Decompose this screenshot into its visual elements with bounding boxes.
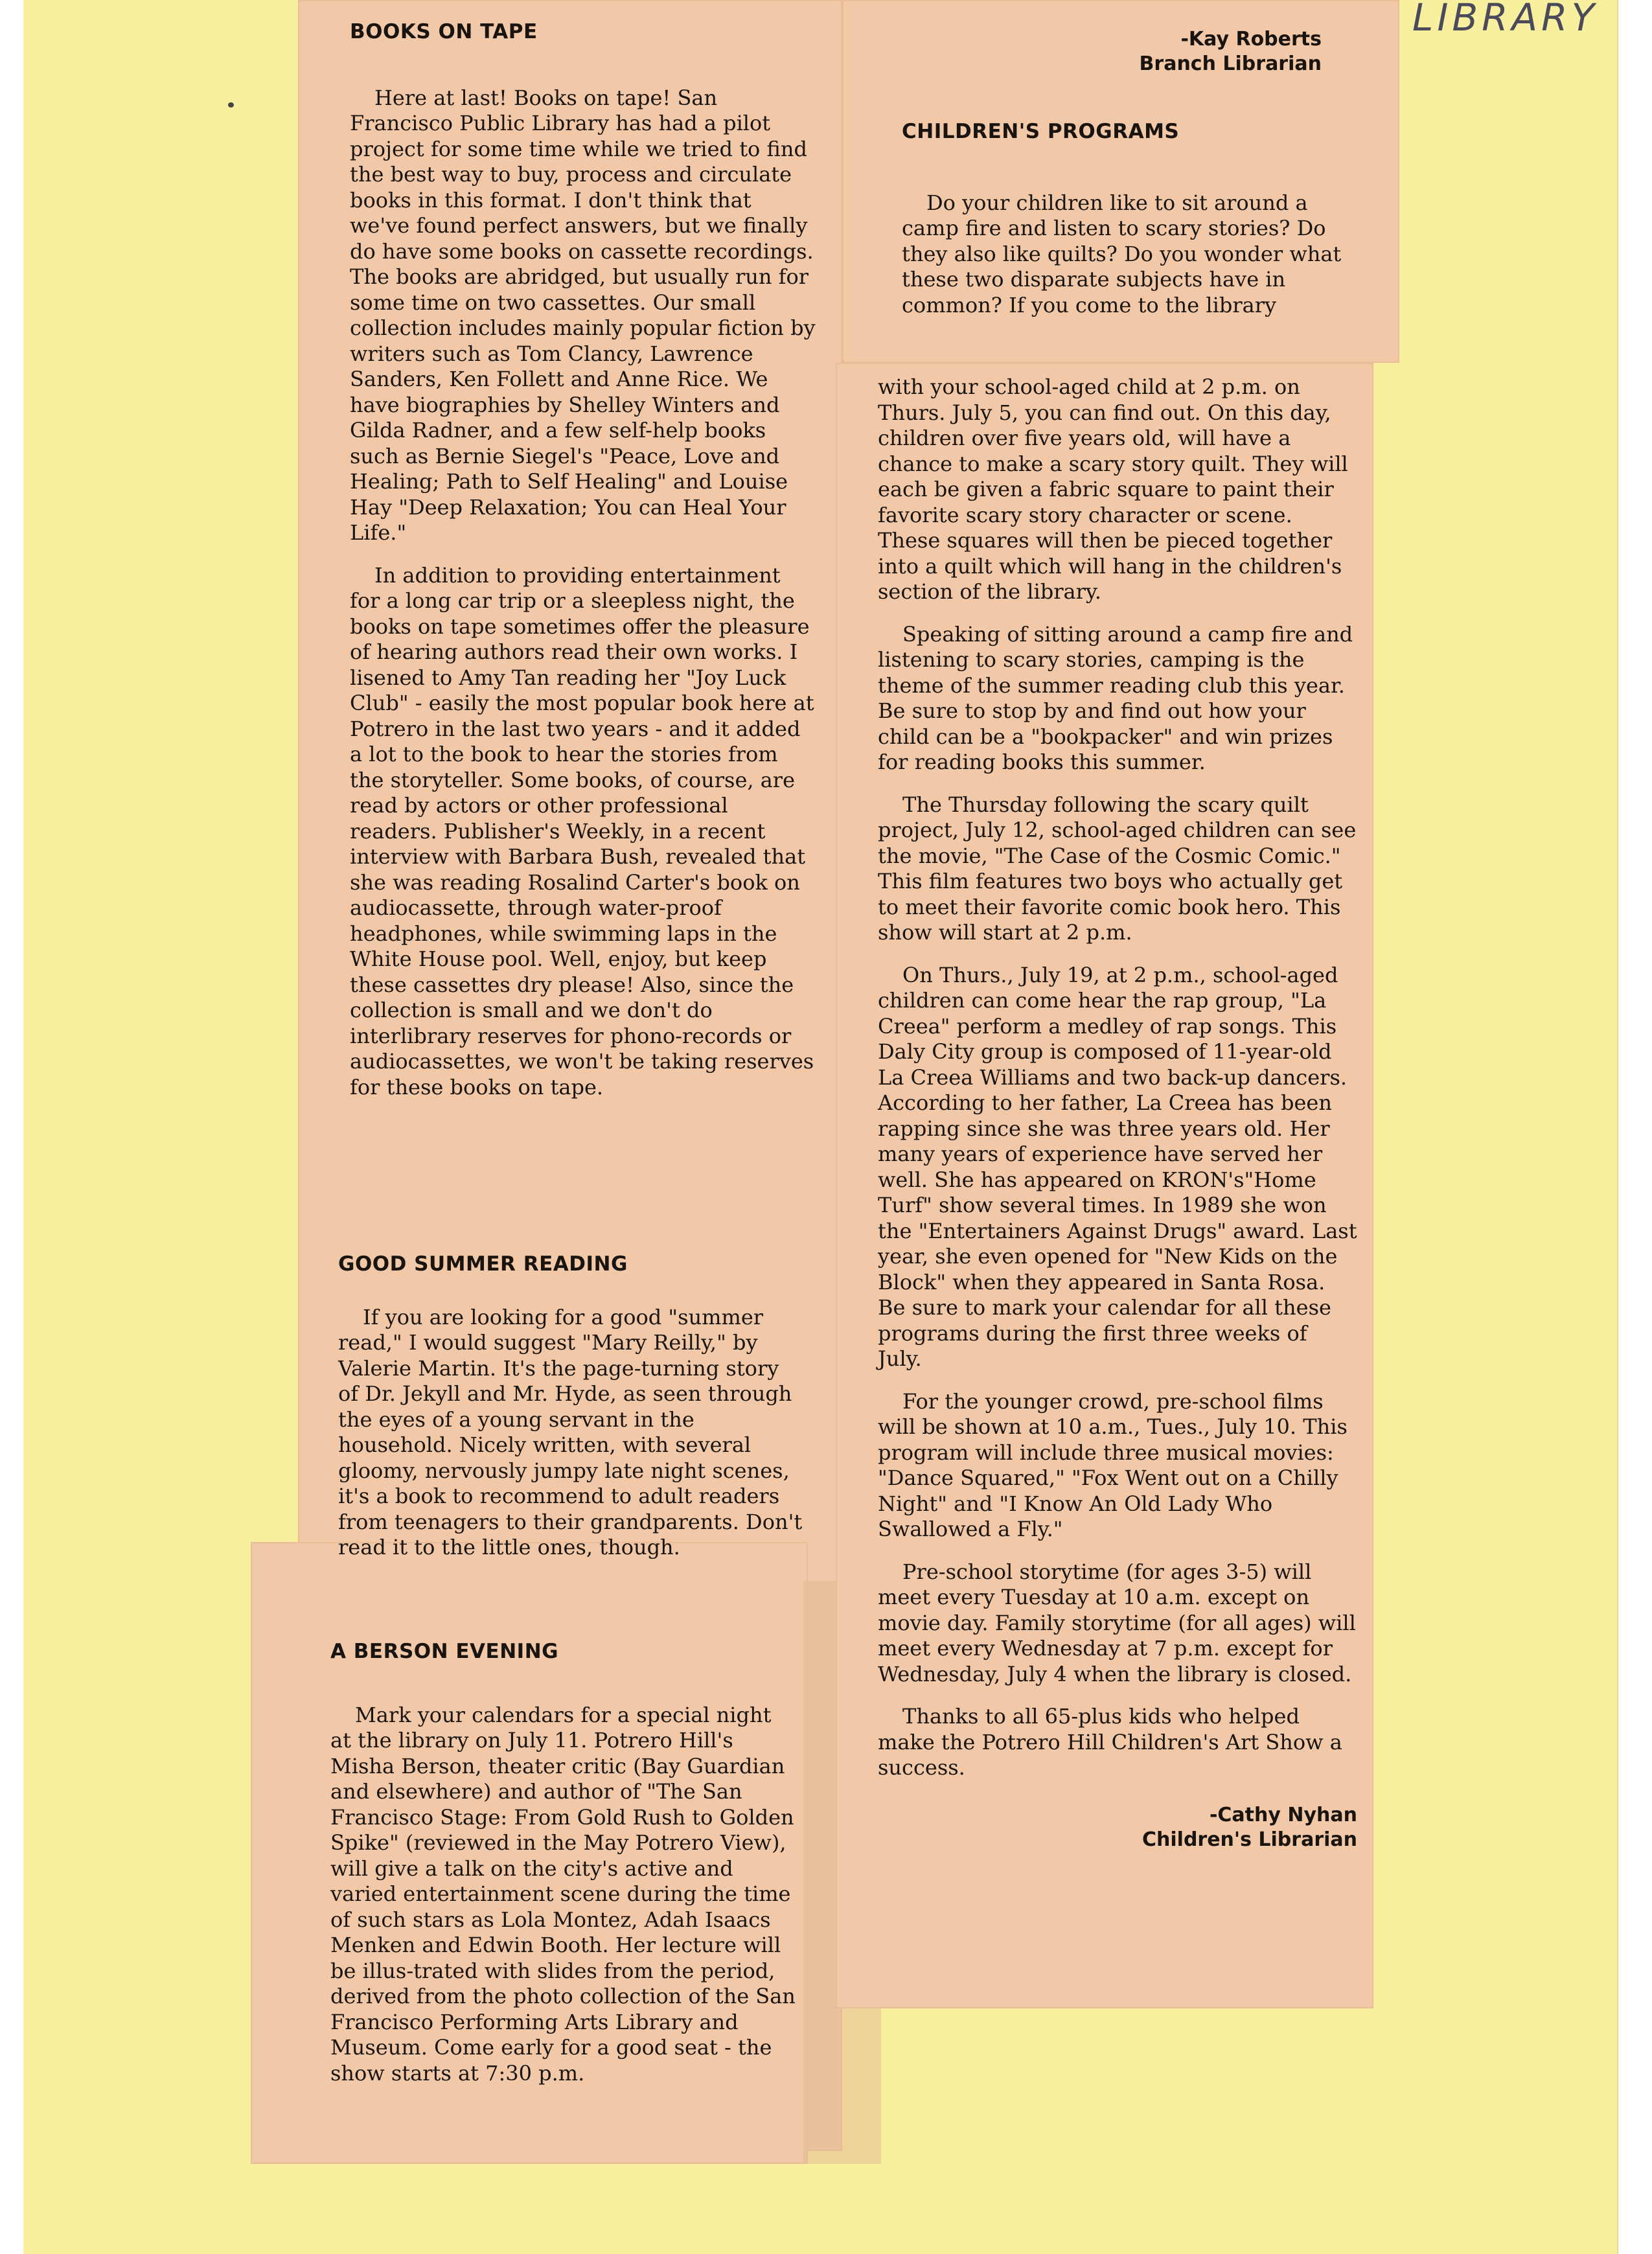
good-summer-reading-paragraph: If you are looking for a good "summer read," I would suggest "Mary Reilly," by Valerie Martin. It's the page-turning story of Dr. Jekyll and Mr. Hyde, as seen through the eyes of a young servant in the household. Nicely written, with several gloomy, nervously jumpy late night scenes, it's a book to recommend to adult readers from teenagers to their grandparents. Don't read it to the little ones, though.: [338, 1304, 803, 1559]
childrens-programs-paragraph-3: The Thursday following the scary quilt project, July 12, school-aged children can see the movie, "The Case of the Cosmic Comic." This film features two boys who actually get to meet their favorite comic book hero. This show will start at 2 p.m.: [878, 792, 1357, 945]
childrens-programs-paragraph-1: with your school-aged child at 2 p.m. on Thurs. July 5, you can find out. On this day, children over five years old, will have a chance to make a scary story quilt. They will each be given a fabric square to paint their favorite scary story character or scene. These squares will then be pieced together into a quilt which will hang in the children's section of the library.: [878, 374, 1348, 604]
books-on-tape-heading: BOOKS ON TAPE: [350, 20, 538, 43]
berson-evening-article: [330, 1639, 797, 2103]
signature-2-name: -Cathy Nyhan: [1209, 1803, 1357, 1826]
childrens-programs-heading: CHILDREN'S PROGRAMS: [902, 120, 1180, 143]
books-on-tape-paragraph-1: Here at last! Books on tape! San Francisco Public Library has had a pilot project for some time while we tried to find the best way to buy, process and circulate books in this format. I don't think that we've found perfect answers, but we finally do have some books on cassette recordings. The books are abridged, but usually run for some time on two cassettes. Our small collection includes mainly popular fiction by writers such as Tom Clancy, Lawrence Sanders, Ken Follett and Anne Rice. We have biographies by Shelley Winters and Gilda Radner, and a few self-help books such as Bernie Siegel's "Peace, Love and Healing; Path to Self Healing" and Louise Hay "Deep Relaxation; You can Heal Your Life.": [350, 85, 816, 545]
signature-2-title: Children's Librarian: [1142, 1828, 1357, 1851]
handwritten-library-label: LIBRARY: [1412, 0, 1598, 39]
signature-cathy-nyhan: [878, 1803, 1357, 1852]
ink-dot: [228, 102, 234, 108]
childrens-programs-paragraph-5: For the younger crowd, pre-school films will be shown at 10 a.m., Tues., July 10. This program will include three musical movies: "Dance Squared," "Fox Went out on a Chilly Night" and "I Know An Old Lady Who Swallowed a Fly.": [878, 1388, 1348, 1541]
childrens-programs-continued: [878, 374, 1357, 1852]
good-summer-reading-article: [338, 1252, 805, 1578]
signature-kay-roberts: [1101, 27, 1322, 76]
childrens-programs-paragraph-7: Thanks to all 65-plus kids who helped make the Potrero Hill Children's Art Show a success.: [878, 1704, 1342, 1780]
childrens-programs-paragraph-2: Speaking of sitting around a camp fire and listening to scary stories, camping is the theme of the summer reading club this year. Be sure to stop by and find out how your child can be a "bookpacker" and win prizes for reading books this summer.: [878, 621, 1353, 774]
books-on-tape-article: [350, 19, 816, 1117]
berson-evening-paragraph: Mark your calendars for a special night at the library on July 11. Potrero Hill's Misha Berson, theater critic (Bay Guardian and elsewhere) and author of "The San Francisco Stage: From Gold Rush to Golden Spike" (reviewed in the May Potrero View), will give a talk on the city's active and varied entertainment scene during the time of such stars as Lola Montez, Adah Isaacs Menken and Edwin Booth. Her lecture will be illus-trated with slides from the period, derived from the photo collection of the San Francisco Performing Arts Library and Museum. Come early for a good seat - the show starts at 7:30 p.m.: [330, 1702, 796, 2086]
signature-1-name: -Kay Roberts: [1180, 28, 1322, 51]
berson-evening-heading: A BERSON EVENING: [330, 1640, 559, 1663]
childrens-programs-paragraph-6: Pre-school storytime (for ages 3-5) will meet every Tuesday at 10 a.m. except on movie day. Family storytime (for all ages) will meet every Wednesday at 7 p.m. except for Wednesday, July 4 when the library is closed.: [878, 1559, 1356, 1686]
childrens-programs-paragraph-4: On Thurs., July 19, at 2 p.m., school-aged children can come hear the rap group, "La Creea" perform a medley of rap songs. This Daly City group is composed of 11-year-old La Creea Williams and two back-up dancers. According to her father, La Creea has been rapping since she was three years old. Her many years of experience have served her well. She has appeared on KRON's"Home Turf" show several times. In 1989 she won the "Entertainers Against Drugs" award. Last year, she even opened for "New Kids on the Block" when they appeared in Santa Rosa. Be sure to mark your calendar for all these programs during the first three weeks of July.: [878, 962, 1357, 1371]
signature-1-title: Branch Librarian: [1139, 52, 1322, 75]
good-summer-reading-heading: GOOD SUMMER READING: [338, 1252, 628, 1276]
childrens-programs-article: [902, 119, 1355, 335]
paper-edge: [1617, 0, 1618, 2254]
childrens-programs-intro: Do your children like to sit around a camp fire and listen to scary stories? Do they also like quilts? Do you wonder what these two disparate subjects have in common? If you come to the library: [902, 190, 1342, 317]
books-on-tape-paragraph-2: In addition to providing entertainment for a long car trip or a sleepless night, the books on tape sometimes offer the pleasure of hearing authors read their own works. I lisened to Amy Tan reading her "Joy Luck Club" - easily the most popular book here at Potrero in the last two years - and it added a lot to the book to hear the stories from the storyteller. Some books, of course, are read by actors or other professional readers. Publisher's Weekly, in a recent interview with Barbara Bush, revealed that she was reading Rosalind Carter's book on audiocassette, through water-proof headphones, while swimming laps in the White House pool. Well, enjoy, but keep these cassettes dry please! Also, since the collection is small and we don't do interlibrary reserves for phono-records or audiocassettes, we won't be taking reserves for these books on tape.: [350, 562, 814, 1099]
